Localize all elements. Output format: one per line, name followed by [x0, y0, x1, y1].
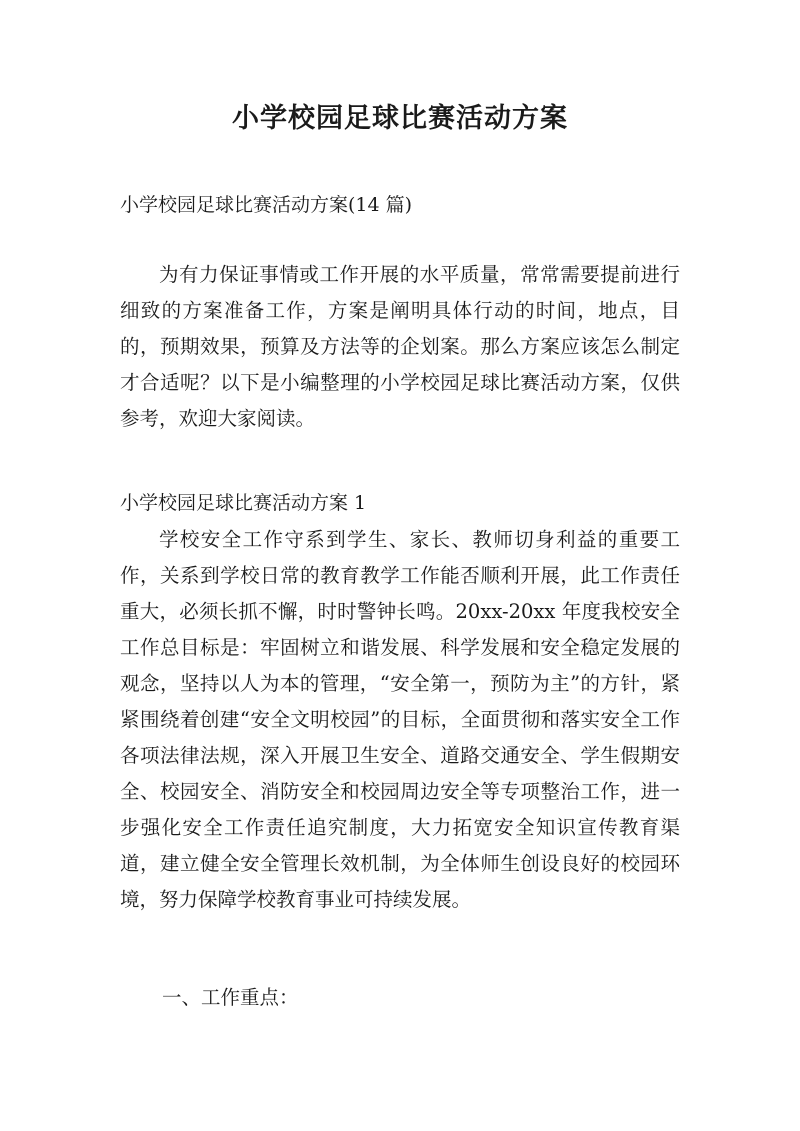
intro-paragraph: 为有力保证事情或工作开展的水平质量，常常需要提前进行细致的方案准备工作，方案是阐明具体行动的时间，地点，目的，预期效果，预算及方法等的企划案。那么方案应该怎么制定才合适呢？以下是小编整理的小学校园足球比赛活动方案，仅供参考，欢迎大家阅读。	[120, 263, 680, 430]
section-heading: 小学校园足球比赛活动方案 1	[120, 492, 367, 514]
work-focus-heading: 一、工作重点：	[162, 986, 299, 1009]
document-subtitle: 小学校园足球比赛活动方案(14 篇)	[120, 194, 413, 216]
section-body-paragraph: 学校安全工作守系到学生、家长、教师切身利益的重要工作，关系到学校日常的教育教学工作能否顺利开展，此工作责任重大，必须长抓不懈，时时警钟长鸣。20xx-20xx 年度我校安全工作总目标是：牢固树立和谐发展、科学发展和安全稳定发展的观念，坚持以人为本的管理，“安全第一，预防为主”的方针，紧紧围绕着创建“安全文明校园”的目标，全面贯彻和落实安全工作各项法律法规，深入开展卫生安全、道路交通安全、学生假期安全、校园安全、消防安全和校园周边安全等专项整治工作，进一步强化安全工作责任追究制度，大力拓宽安全知识宣传教育渠道，建立健全安全管理长效机制，为全体师生创设良好的校园环境，努力保障学校教育事业可持续发展。	[120, 528, 680, 911]
document-title: 小学校园足球比赛活动方案	[232, 103, 568, 134]
